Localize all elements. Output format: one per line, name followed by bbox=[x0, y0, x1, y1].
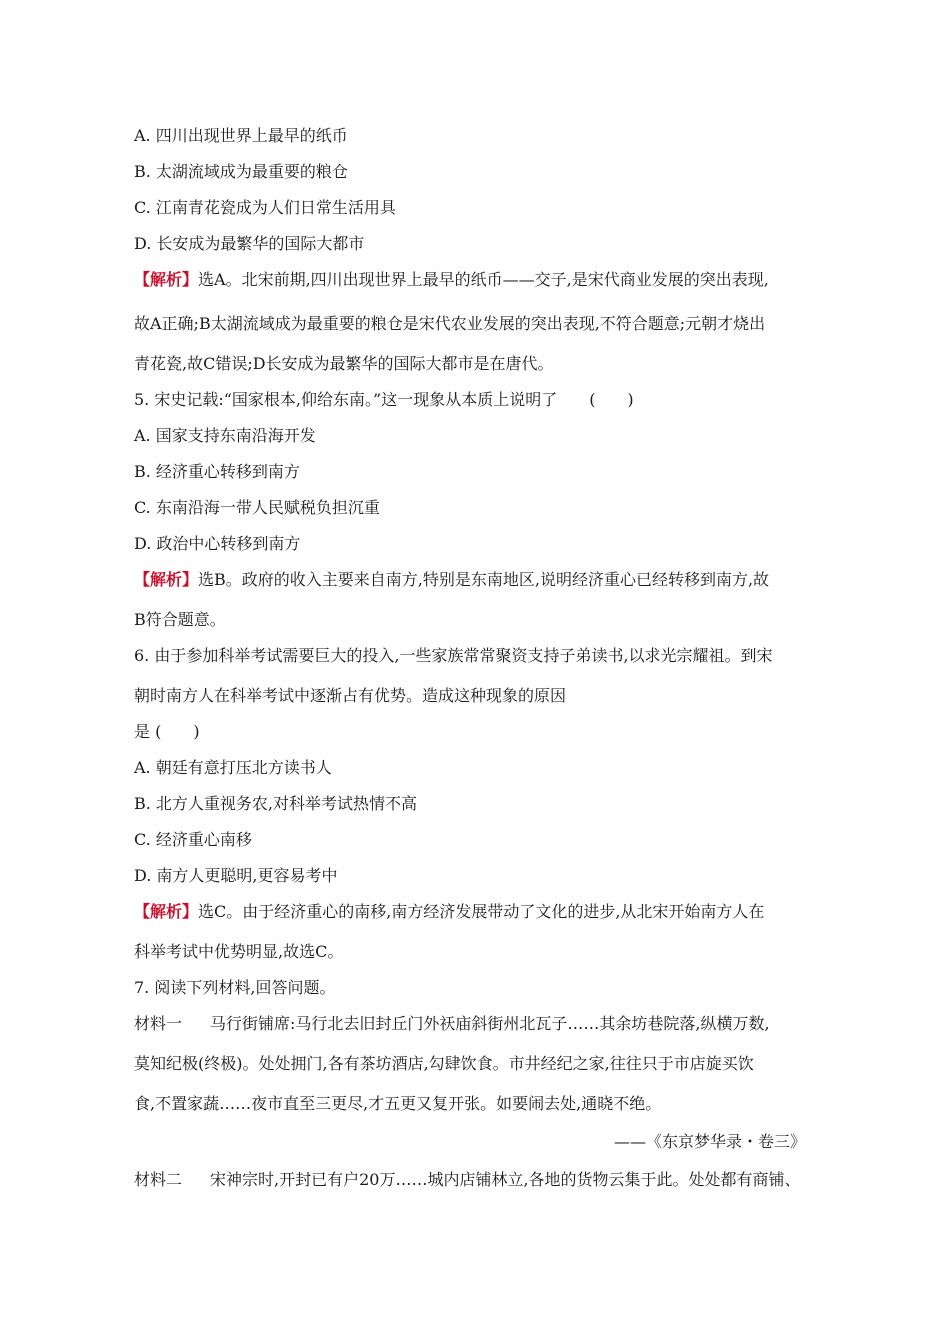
q6-analysis-text-1: 选C。由于经济重心的南移,南方经济发展带动了文化的进步,从北宋开始南方人在 bbox=[198, 902, 765, 921]
q6-stem-line-2: 朝时南方人在科举考试中逐渐占有优势。造成这种现象的原因 bbox=[134, 686, 567, 705]
q4-option-d: D. 长安成为最繁华的国际大都市 bbox=[134, 234, 365, 253]
q4-analysis-line-3: 青花瓷,故C错误;D长安成为最繁华的国际大都市是在唐代。 bbox=[134, 354, 554, 373]
q5-analysis-text-1: 选B。政府的收入主要来自南方,特别是东南地区,说明经济重心已经转移到南方,故 bbox=[198, 570, 770, 589]
q5-option-a: A. 国家支持东南沿海开发 bbox=[134, 426, 316, 445]
analysis-tag: 【解析】 bbox=[134, 570, 199, 589]
analysis-tag: 【解析】 bbox=[134, 270, 199, 289]
q5-analysis-line-1 bbox=[134, 569, 824, 591]
material-1-label: 材料一 bbox=[134, 1014, 183, 1033]
q4-analysis-text-1: 选A。北宋前期,四川出现世界上最早的纸币——交子,是宋代商业发展的突出表现, bbox=[198, 270, 769, 289]
q6-analysis-line-2: 科举考试中优势明显,故选C。 bbox=[134, 942, 344, 961]
q7-material-1-line-1 bbox=[134, 1013, 824, 1035]
q6-option-a: A. 朝廷有意打压北方读书人 bbox=[134, 758, 332, 777]
q6-option-d: D. 南方人更聪明,更容易考中 bbox=[134, 866, 338, 885]
q4-option-a: A. 四川出现世界上最早的纸币 bbox=[134, 126, 348, 145]
q4-option-c: C. 江南青花瓷成为人们日常生活用具 bbox=[134, 198, 396, 217]
material-1-source: ——《东京梦华录・卷三》 bbox=[613, 1132, 806, 1151]
q6-option-c: C. 经济重心南移 bbox=[134, 830, 252, 849]
q6-option-b: B. 北方人重视务农,对科举考试热情不高 bbox=[134, 794, 418, 813]
q6-analysis-line-1 bbox=[134, 901, 824, 923]
q6-stem-line-1: 6. 由于参加科举考试需要巨大的投入,一些家族常常聚资支持子弟读书,以求光宗耀祖。到宋 bbox=[134, 646, 773, 665]
analysis-tag: 【解析】 bbox=[134, 902, 199, 921]
q4-option-b: B. 太湖流域成为最重要的粮仓 bbox=[134, 162, 348, 181]
q7-stem: 7. 阅读下列材料,回答问题。 bbox=[134, 978, 336, 997]
q6-stem-line-3: 是 ( ) bbox=[134, 722, 200, 741]
q5-option-d: D. 政治中心转移到南方 bbox=[134, 534, 301, 553]
q7-material-2-line-1 bbox=[134, 1169, 824, 1191]
q5-option-c: C. 东南沿海一带人民赋税负担沉重 bbox=[134, 498, 380, 517]
material-1-text-1: 马行街铺席:马行北去旧封丘门外祆庙斜街州北瓦子……其余坊巷院落,纵横万数, bbox=[210, 1014, 770, 1033]
material-2-label: 材料二 bbox=[134, 1170, 183, 1189]
q7-material-1-line-2: 莫知纪极(终极)。处处拥门,各有茶坊酒店,勾肆饮食。市井经纪之家,往往只于市店旋买饮 bbox=[134, 1054, 754, 1073]
material-2-text: 宋神宗时,开封已有户20万……城内店铺林立,各地的货物云集于此。处处都有商铺、 bbox=[210, 1170, 801, 1189]
q4-analysis-line-2: 故A正确;B太湖流域成为最重要的粮仓是宋代农业发展的突出表现,不符合题意;元朝才烧出 bbox=[134, 314, 766, 333]
q7-material-1-line-3: 食,不置家蔬……夜市直至三更尽,才五更又复开张。如要闹去处,通晓不绝。 bbox=[134, 1094, 662, 1113]
q4-analysis-line-1 bbox=[134, 269, 824, 291]
q5-option-b: B. 经济重心转移到南方 bbox=[134, 462, 300, 481]
q5-analysis-line-2: B符合题意。 bbox=[134, 610, 226, 629]
q5-stem: 5. 宋史记载:“国家根本,仰给东南。”这一现象从本质上说明了 ( ) bbox=[134, 390, 634, 409]
